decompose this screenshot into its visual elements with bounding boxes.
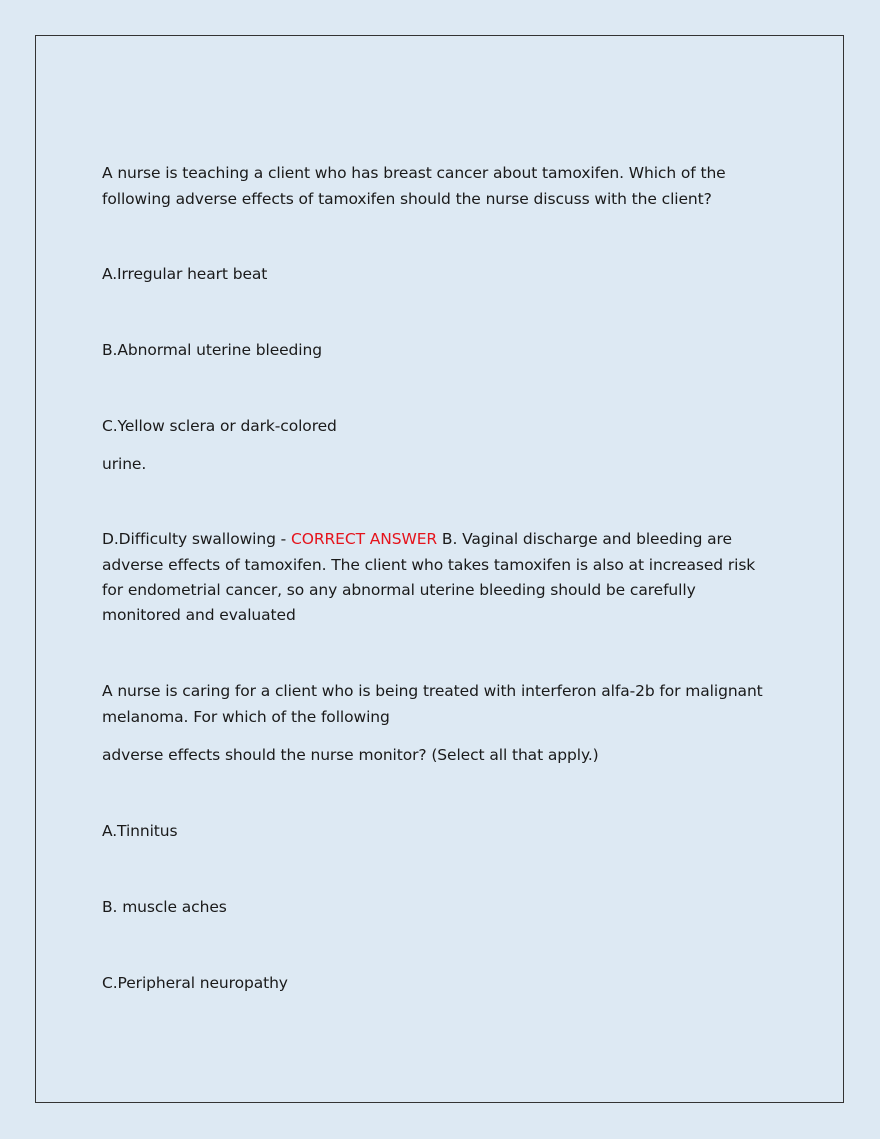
q1-rationale-start: B. Vaginal discharge and bleeding are (437, 530, 732, 548)
q1-option-d: D.Difficulty swallowing - (102, 530, 291, 548)
q2-option-c: C.Peripheral neuropathy (102, 974, 288, 992)
q2-stem-line-3: adverse effects should the nurse monitor? (Select all that apply.) (102, 746, 599, 764)
q2-stem-line-1: A nurse is caring for a client who is being treated with interferon alfa-2b for malignant (102, 682, 763, 700)
q1-option-a: A.Irregular heart beat (102, 265, 268, 283)
correct-answer-label: CORRECT ANSWER (291, 530, 438, 548)
q1-stem-line-2: following adverse effects of tamoxifen should the nurse discuss with the client? (102, 190, 712, 208)
q1-option-c: C.Yellow sclera or dark-colored (102, 417, 337, 435)
q1-rationale-line-2: adverse effects of tamoxifen. The client who takes tamoxifen is also at increased risk (102, 556, 756, 574)
q1-option-c-continued: urine. (102, 455, 147, 473)
q1-rationale-line-4: monitored and evaluated (102, 606, 296, 624)
q2-stem-line-2: melanoma. For which of the following (102, 708, 390, 726)
q1-option-d-with-answer (102, 527, 732, 552)
q2-option-a: A.Tinnitus (102, 822, 178, 840)
q1-stem-line-1: A nurse is teaching a client who has breast cancer about tamoxifen. Which of the (102, 164, 726, 182)
q2-option-b: B. muscle aches (102, 898, 227, 916)
q1-option-b: B.Abnormal uterine bleeding (102, 341, 322, 359)
q1-rationale-line-3: for endometrial cancer, so any abnormal uterine bleeding should be carefully (102, 581, 696, 599)
